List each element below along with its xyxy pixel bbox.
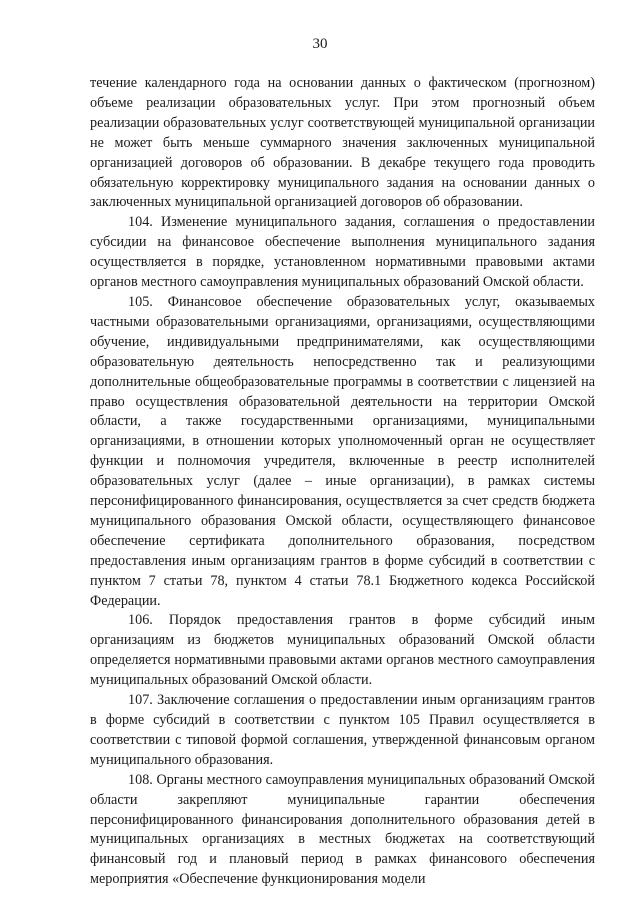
paragraph-104: 104. Изменение муниципального задания, соглашения о предоставлении субсидии на финансовое обеспечение выполнения муниципального задания осуществляется в порядке, установленном нормативными правовыми актами органов местного самоуправления муниципальных образований Омской области. (90, 214, 595, 291)
paragraph-continuation: течение календарного года на основании данных о фактическом (прогнозном) объеме реализации образовательных услуг. При этом прогнозный объем реализации образовательных услуг соответствующей муниципальной организации не может быть меньше суммарного значения заключенных муниципальной организацией договоров об образовании. В декабре текущего года проводить обязательную корректировку муниципального задания на основании данных о заключенных муниципальной организацией договоров об образовании. (90, 75, 595, 211)
paragraph-107: 107. Заключение соглашения о предоставлении иным организациям грантов в форме субсидий в соответствии с пунктом 105 Правил осуществляется в соответствии с типовой формой соглашения, утвержденной финансовым органом муниципального образования. (90, 692, 595, 768)
page-number: 30 (312, 36, 328, 52)
paragraph-106: 106. Порядок предоставления грантов в форме субсидий иным организациям из бюджетов муниципальных образований Омской области определяется нормативными правовыми актами органов местного самоуправления муниципальных образований Омской области. (90, 612, 595, 689)
document-body (90, 74, 595, 890)
paragraph-105: 105. Финансовое обеспечение образовательных услуг, оказываемых частными образовательными организациями, организациями, осуществляющими обучение, индивидуальными предпринимателями, как осуществляющими образовательную деятельность непосредственно так и реализующими дополнительные общеобразовательные программы в соответствии с лицензией на право осуществления образовательной деятельности на территории Омской области, а также государственными организациями, муниципальными организациями, в отношении которых уполномоченный орган не осуществляет функции и полномочия учредителя, включенные в реестр исполнителей образовательных услуг (далее – иные организации), в рамках системы персонифицированного финансирования, осуществляется за счет средств бюджета муниципального образования Омской области, осуществляющего финансовое обеспечение сертификата дополнительного образования, посредством предоставления иным организациям грантов в форме субсидий в соответствии с пунктом 7 статьи 78, пунктом 4 статьи 78.1 Бюджетного кодекса Российской Федерации. (90, 293, 595, 609)
paragraph-108: 108. Органы местного самоуправления муниципальных образований Омской области закрепляют муниципальные гарантии обеспечения персонифицированного финансирования дополнительного образования детей в муниципальных организациях в местных бюджетах на соответствующий финансовый год и плановый период в рамках финансового обеспечения мероприятия «Обеспечение функционирования модели (90, 771, 595, 888)
